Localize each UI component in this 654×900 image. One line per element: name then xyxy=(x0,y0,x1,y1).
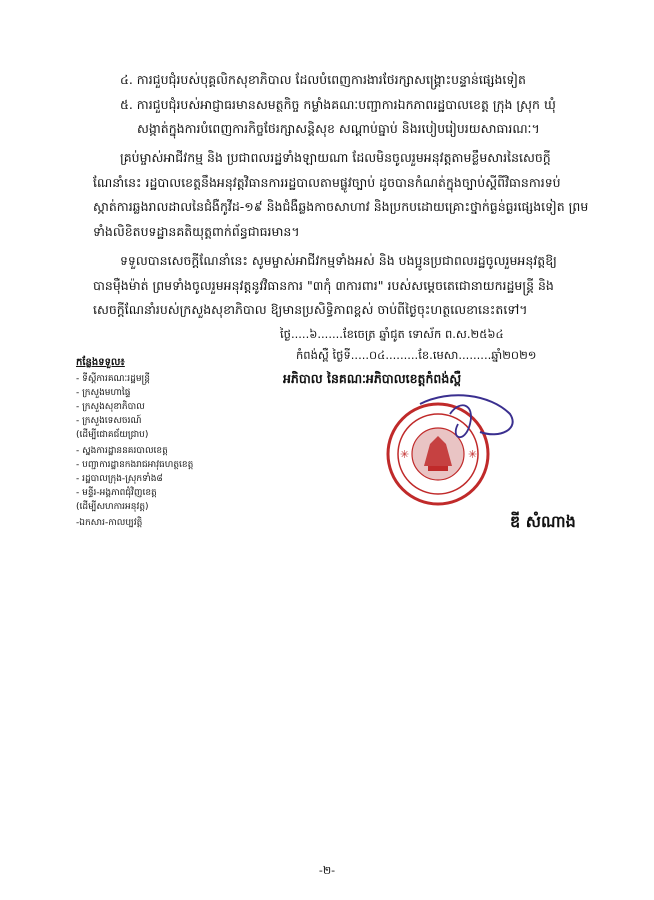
page-number: -២- xyxy=(318,864,336,877)
paragraph1-line: ស្កាត់ការឆ្លងរាលដាលនៃជំងឺកូវីដ-១៩ និងជំងឺឆ្លងកាចសាហាវ និងប្រកបដោយគ្រោះថ្នាក់ធ្ងន់ធ្ងរផ្សេងទៀត ព្រម xyxy=(93,199,589,214)
date-lunar: ថ្ងៃ.....៦.......ខែចេត្រ ឆ្នាំជូត ទោស័ក ព.ស.២៥៦៤ xyxy=(280,327,504,341)
cc-item: -ឯកសារ-កាលប្បវត្តិ xyxy=(76,518,143,528)
paragraph1-line: គ្រប់ម្ចាស់អាជីវកម្ម និង ប្រជាពលរដ្ឋទាំងឡាយណា ដែលមិនចូលរួមអនុវត្តតាមខ្លឹមសារនៃសេចក្តី xyxy=(120,150,551,165)
paragraph2-line: បានម៉ឺងម៉ាត់ ព្រមទាំងចូលរួមអនុវត្តនូវវិធានការ "៣កុំ ៣ការពារ" របស់សម្តេចតេជោនាយករដ្ឋមន្ត្រី និង xyxy=(93,278,554,293)
list-item-4: ៤. ការជួបជុំរបស់បុគ្គលិកសុខាភិបាល ដែលបំពេញការងារថែរក្សាសង្គ្រោះបន្ទាន់ផ្សេងទៀត xyxy=(120,72,526,87)
signature-title: អភិបាល នៃគណៈអភិបាលខេត្តកំពង់ស្ពឺ xyxy=(283,371,462,386)
svg-text:✳: ✳ xyxy=(400,448,410,461)
list-item-5-continued: សង្កាត់ក្នុងការបំពេញការកិច្ចថែរក្សាសន្តិសុខ សណ្តាប់ធ្នាប់ និងរបៀបរៀបរយសាធារណៈ។ xyxy=(137,121,540,136)
cc-item: - ក្រសួងទេសចរណ៍ xyxy=(76,416,142,426)
paragraph2-line: សេចក្តីណែនាំរបស់ក្រសួងសុខាភិបាល ឱ្យមានប្រសិទ្ធិភាពខ្ពស់ ចាប់ពីថ្ងៃចុះហត្ថលេខានេះតទៅ។ xyxy=(93,302,528,317)
paragraph2-line: ទទួលបានសេចក្តីណែនាំនេះ សូមម្ចាស់អាជីវកម្មទាំងអស់ និង បងប្អូនប្រជាពលរដ្ឋចូលរួមអនុវត្តឱ្យ xyxy=(120,253,557,268)
cc-item: - ក្រសួងសុខាភិបាល xyxy=(76,402,145,412)
cc-item: (ដើម្បីសហការអនុវត្ត) xyxy=(76,502,149,512)
cc-item: - រដ្ឋបាលក្រុង-ស្រុកទាំង៨ xyxy=(76,474,163,484)
signature-name: ឌី សំណាង xyxy=(510,512,576,531)
list-item-5: ៥. ការជួបជុំរបស់អាជ្ញាធរមានសមត្ថកិច្ច កម្លាំងគណៈបញ្ជាការឯកភាពរដ្ឋបាលខេត្ត ក្រុង ស្រុក ឃុំ xyxy=(120,97,556,112)
paragraph1-line: ទាំងលិខិតបទដ្ឋានគតិយុត្តពាក់ព័ន្ធជាធរមាន។ xyxy=(93,224,300,239)
official-seal-icon xyxy=(380,384,540,514)
cc-item: - ស្នងការដ្ឋាននគរបាលខេត្ត xyxy=(76,446,168,456)
cc-heading: កន្លែងទទួល៖ xyxy=(76,357,125,368)
date-solar: កំពង់ស្ពឺ ថ្ងៃទី.....០៤.........ខែ.មេសា.........ឆ្នាំ២០២១ xyxy=(296,348,537,362)
cc-item: - បញ្ជាការដ្ឋានកងរាជអាវុធហត្ថខេត្ត xyxy=(76,460,194,470)
cc-item: - ក្រសួងមហាផ្ទៃ xyxy=(76,388,131,398)
cc-item: (ដើម្បីជោគជ័យជ្រាប) xyxy=(76,430,149,440)
cc-item: - មន្ទីរ-អង្គភាពជុំវិញខេត្ត xyxy=(76,488,157,498)
cc-item: - ទីស្តីការគណៈរដ្ឋមន្ត្រី xyxy=(76,374,150,384)
paragraph1-line: ណែនាំនេះ រដ្ឋបាលខេត្តនឹងអនុវត្តវិធានការរដ្ឋបាលតាមផ្លូវច្បាប់ ដូចបានកំណត់ក្នុងច្បាប់ស្តីពីវិធានការទប់ xyxy=(93,175,561,190)
svg-text:✳: ✳ xyxy=(468,448,478,461)
